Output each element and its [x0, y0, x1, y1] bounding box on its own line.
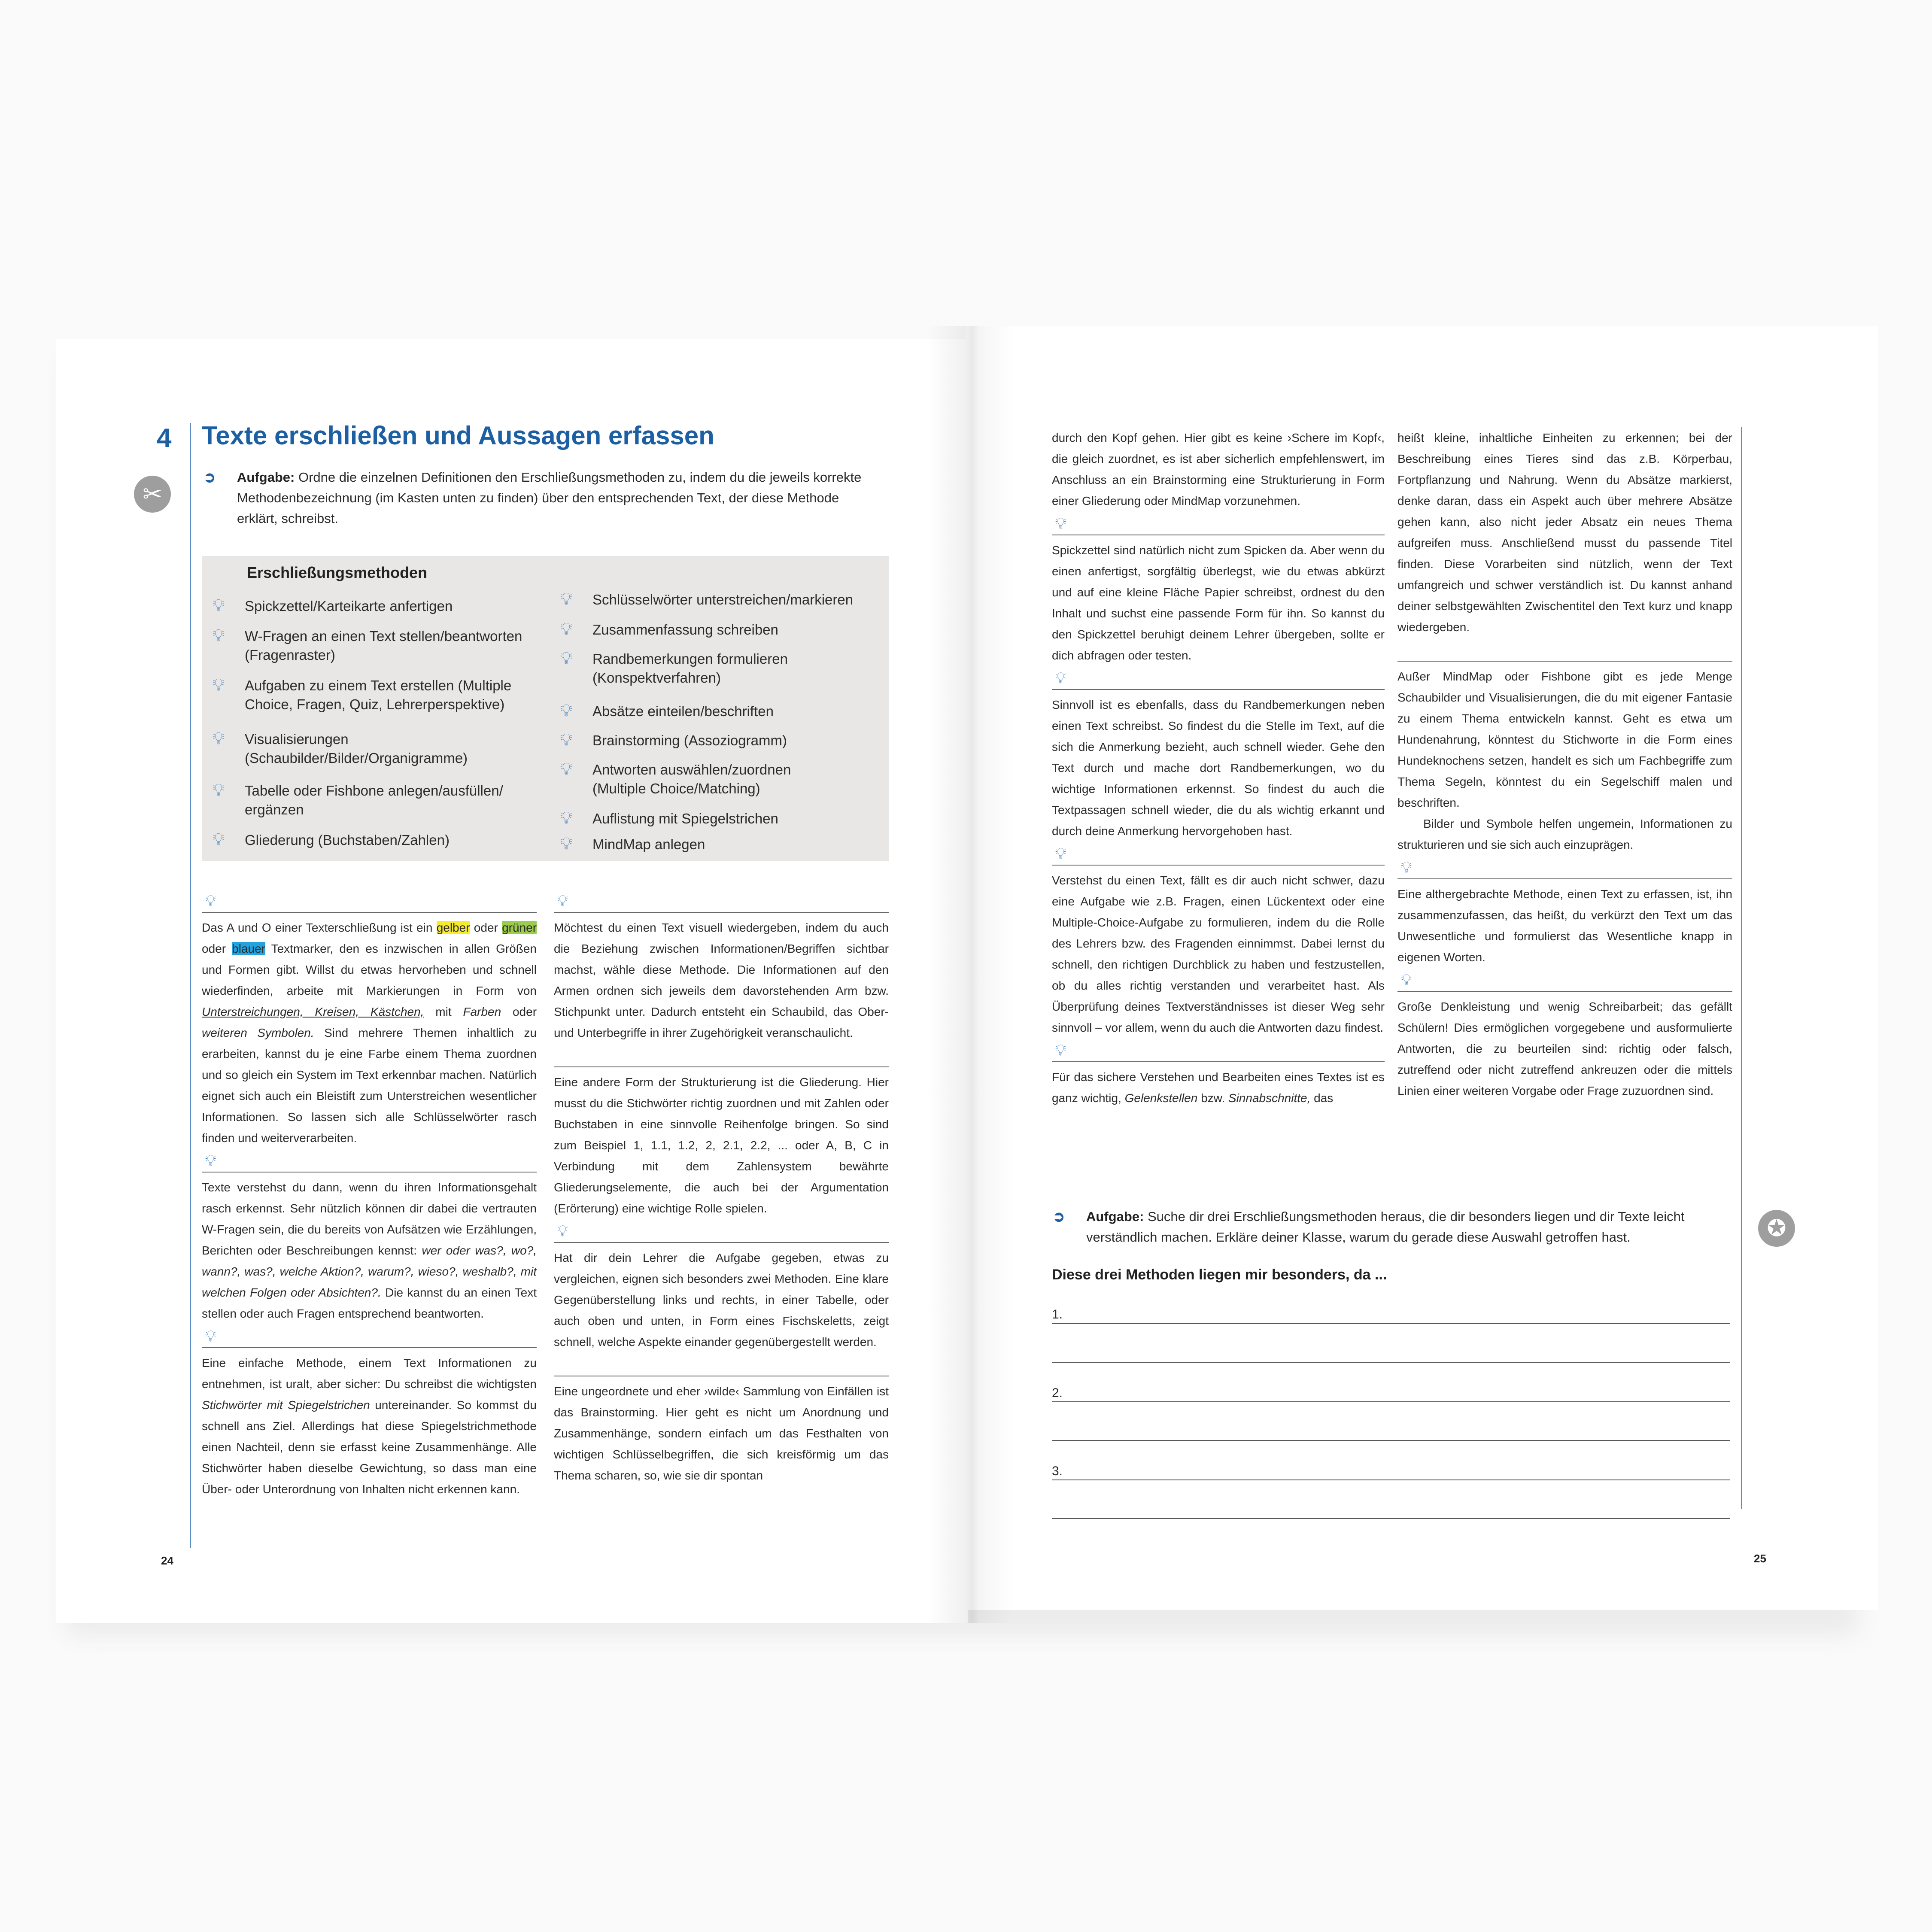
paragraph: durch den Kopf gehen. Hier gibt es keine ›Schere im Kopf‹, die gleich zuordnet, es ist aber sicherlich empfehlenswert, im Anschluss an ein Brainstorming eine Strukturierung in Form einer Gliederung oder MindMap vorzunehmen. — [1052, 431, 1385, 507]
separator — [1052, 841, 1385, 870]
separator — [1052, 666, 1385, 694]
lightbulb-icon: 💡︎ — [560, 649, 572, 668]
answer-line[interactable] — [1052, 1362, 1730, 1363]
method-item: Brainstorming (Assoziogramm) — [592, 732, 787, 748]
lightbulb-icon: 💡︎ — [557, 1222, 568, 1239]
lightbulb-icon: 💡︎ — [213, 830, 225, 849]
task-text-line: Ordne die einzelnen Definitionen den Erschließungsmethoden zu, indem du die jeweils korrekte — [298, 470, 862, 485]
lightbulb-icon: 💡︎ — [1055, 514, 1066, 532]
arrow-icon: ➲ — [204, 469, 216, 486]
paragraph: Möchtest du einen Text visuell wiedergeben, indem du auch die Beziehung zwischen Informationen/Begriffen sichtbar machst, wähle diese Methode. Die Informationen auf den Armen ordnen sich jeweils dem davorstehenden Arm bzw. Stichpunkt unter. Dadurch entsteht ein Schaubild, das Ober- und Unterbegriffe in ihrer Zugehörigkeit veranschaulicht. — [554, 921, 889, 1039]
methods-box — [202, 556, 889, 861]
method-item: Tabelle oder Fishbone anlegen/ausfüllen/ ergänzen — [245, 783, 503, 817]
highlight-blue: blauer — [232, 942, 265, 955]
paragraph: Eine ungeordnete und eher ›wilde‹ Sammlung von Einfällen ist das Brainstorming. Hier geht es nicht um Anordnung und Zusammenhänge, sondern einfach um das Festhalten von wichtigen Schlüsselbegriffen, die sich kreisförmig um das Thema scharen, so, wie sie dir spontan — [554, 1385, 889, 1482]
method-item: Absätze einteilen/beschriften — [592, 703, 774, 719]
lightbulb-icon: 💡︎ — [1055, 669, 1066, 687]
answer-line[interactable] — [1052, 1401, 1730, 1402]
text-column-2 — [554, 889, 889, 1486]
task-text-line: Suche dir drei Erschließungsmethoden heraus, die dir besonders liegen und dir Texte leicht — [1147, 1209, 1685, 1224]
lightbulb-icon: 💡︎ — [560, 808, 572, 827]
method-item: Randbemerkungen formulieren (Konspektverfahren) — [592, 651, 788, 686]
separator — [554, 1352, 889, 1381]
answer-label-1: 1. — [1052, 1307, 1063, 1321]
separator — [202, 889, 537, 917]
book-gutter — [927, 326, 1013, 1623]
separator — [1397, 855, 1732, 884]
separator — [554, 1219, 889, 1247]
separator — [554, 889, 889, 917]
lightbulb-icon: 💡︎ — [213, 596, 225, 615]
text-column-1 — [202, 889, 537, 1500]
lightbulb-icon: 💡︎ — [213, 729, 225, 748]
paragraph: Außer MindMap oder Fishbone gibt es jede Menge Schaubilder und Visualisierungen, die du mit eigener Fantasie zu einem Thema entwickeln kannst. Geht es etwa um Hundenahrung, könntest du Stichworte in die Form eines Hundeknochens setzen, handelt es sich um Fachbegriffe zum Thema Segeln, könntest du ein Segelschiff malen und beschriften. — [1397, 670, 1732, 809]
method-item: Schlüsselwörter unterstreichen/markieren — [592, 592, 854, 608]
paragraph: Verstehst du einen Text, fällt es dir auch nicht schwer, dazu eine Aufgabe wie z.B. Fragen, einen Lückentext oder eine Multiple-Choice-Aufgabe zu formulieren, indem du die Rolle des Lehrers bzw. des Fragenden einnimmst. Dabei lernst du schnell, den richtigen Durchblick zu haben und festzustellen, ob du alles richtig verstanden und verarbeitet hast. Als Überprüfung deines Textverständnisses ist dieser Weg sehr sinnvoll – vor allem, wenn du auch die Antworten dazu findest. — [1052, 874, 1385, 1034]
lightbulb-icon: 💡︎ — [557, 892, 568, 909]
task-label: Aufgabe: — [1086, 1209, 1144, 1224]
lightbulb-icon: 💡︎ — [560, 620, 572, 638]
method-item: Aufgaben zu einem Text erstellen (Multiple Choice, Fragen, Quiz, Lehrerperspektive) — [245, 677, 512, 712]
separator — [1397, 968, 1732, 996]
arrow-icon: ➲ — [1053, 1209, 1065, 1225]
method-item: Auflistung mit Spiegelstrichen — [592, 811, 778, 826]
tools-icon: ✂ — [134, 476, 171, 513]
lightbulb-icon: 💡︎ — [213, 626, 225, 645]
task-text-line: erklärt, schreibst. — [237, 511, 339, 526]
paragraph: Eine andere Form der Strukturierung ist die Gliederung. Hier musst du die Stichwörter richtig zuordnen und mit Zahlen oder Buchstaben in eine sinnvolle Reihenfolge bringen. So sind zum Beispiel 1, 1.1, 1.2, 2, 2.1, 2.2, ... oder A, B, C in Verbindung mit dem Zahlensystem bewährte Gliederungselemente, die auch bei der Argumentation (Erörterung) eine wichtige Rolle spielen. — [554, 1075, 889, 1215]
answer-line[interactable] — [1052, 1440, 1730, 1441]
lightbulb-icon: 💡︎ — [560, 730, 572, 749]
method-item: Spickzettel/Karteikarte anfertigen — [245, 598, 453, 614]
text-column-4 — [1397, 427, 1732, 1101]
separator — [1052, 1038, 1385, 1066]
answer-line[interactable] — [1052, 1479, 1730, 1480]
method-item: Gliederung (Buchstaben/Zahlen) — [245, 832, 450, 848]
method-item: Antworten auswählen/zuordnen (Multiple Choice/Matching) — [592, 762, 791, 796]
lightbulb-icon: 💡︎ — [213, 781, 225, 799]
lightbulb-icon: 💡︎ — [205, 1327, 216, 1345]
separator — [202, 1148, 537, 1177]
method-item: Visualisierungen (Schaubilder/Bilder/Organigramme) — [245, 731, 468, 766]
highlight-green: grüner — [502, 921, 537, 934]
answer-line[interactable] — [1052, 1518, 1730, 1519]
answer-heading: Diese drei Methoden liegen mir besonders, da ... — [1052, 1267, 1387, 1283]
paragraph: Das A und O einer Texterschließung ist ein gelber oder grüner oder blauer Textmarker, den es inzwischen in allen Größen und Formen gibt. Willst du etwas hervorheben und schnell wiederfinden, arbeite mit Markierungen in Form von Unterstreichungen, Kreisen, Kästchen, mit Farben oder weiteren Symbolen. Sind mehrere Themen inhaltlich zu erarbeiten, kannst du je eine Farbe einem Thema zuordnen und so gleich ein System im Text erkennbar machen. Natürlich eignet sich auch ein Bleistift zum Unterstreichen wesentlicher Informationen. So lassen sich alle Schlüsselwörter rasch finden und weiterverarbeiten. — [202, 921, 537, 1145]
paragraph: Sinnvoll ist es ebenfalls, dass du Randbemerkungen neben einen Text schreibst. So findest du die Stelle im Text, auf die sich die Anmerkung bezieht, auch schnell wieder. Gehe den Text durch und mache dort Randbemerkungen, wo du wichtige Informationen erkennst. So findest du auch die Textpassagen schnell wieder, die du als wichtig erkannt und durch deine Anmerkung hervorgehoben hast. — [1052, 698, 1385, 838]
paragraph: Eine althergebrachte Methode, einen Text zu erfassen, ist, ihn zusammenzufassen, das heißt, du verkürzt den Text um das Unwesentliche und formulierst das Wesentliche knapp in eigenen Worten. — [1397, 887, 1732, 964]
methods-box-title: Erschließungsmethoden — [247, 564, 428, 581]
paragraph: Texte verstehst du dann, wenn du ihren Informationsgehalt rasch erkennst. Sehr nützlich können dir dabei die vertrauten W-Fragen sein, die du bereits von Aufsätzen wie Erzählungen, Berichten oder Beschreibungen kennst: wer oder was?, wo?, wann?, was?, welche Aktion?, warum?, wieso?, weshalb?, mit welchen Folgen oder Absichten?. Die kannst du an einen Text stellen oder auch Fragen entsprechend beantworten. — [202, 1181, 537, 1320]
method-item: MindMap anlegen — [592, 836, 705, 852]
task-2 — [1053, 1206, 1739, 1248]
chapter-title: Texte erschließen und Aussagen erfassen — [202, 421, 714, 450]
paragraph: heißt kleine, inhaltliche Einheiten zu erkennen; bei der Beschreibung eines Tieres sind das z.B. Körperbau, Fortpflanzung und Nahrung. Wenn du Absätze markierst, denke daran, dass ein Aspekt auch über mehrere Absätze gehen kann, also nicht jeder Absatz ein neues Thema aufgreifen muss. Anschließend musst du passende Titel finden. Diese Vorarbeiten sind nützlich, wenn der Text umfangreich und schwer verständlich ist. Du kannst anhand deiner selbstgewählten Zwischentitel den Text kurz und knapp wiedergeben. — [1397, 431, 1732, 634]
lightbulb-icon: 💡︎ — [205, 892, 216, 909]
separator — [1397, 638, 1732, 666]
method-item: W-Fragen an einen Text stellen/beantworten (Fragenraster) — [245, 628, 522, 663]
text-column-3 — [1052, 427, 1385, 1109]
paragraph: Eine einfache Methode, einem Text Informationen zu entnehmen, ist uralt, aber sicher: Du schreibst die wichtigsten Stichwörter mit Spiegelstrichen untereinander. So kommst du schnell ans Ziel. Allerdings hat diese Spiegelstrichmethode einen Nachteil, denn sie erfasst keine Zusammenhänge. Alle Stichwörter haben dieselbe Gewichtung, so dass man eine Über- oder Unterordnung von Inhalten nicht erkennen kann. — [202, 1356, 537, 1496]
lightbulb-icon: 💡︎ — [1401, 971, 1412, 988]
task-1 — [204, 467, 894, 529]
paragraph: Bilder und Symbole helfen ungemein, Informationen zu strukturieren und sie sich auch einzuprägen. — [1397, 817, 1732, 851]
paragraph: Große Denkleistung und wenig Schreibarbeit; das gefällt Schülern! Dies ermöglichen vorgegebene und ausformulierte Antworten, die zu beurteilen sind: richtig oder falsch, zutreffend oder nicht zutreffend ankreuzen oder die mittels Linien einer weiteren Vorgabe oder Frage zuzuordnen sind. — [1397, 1000, 1732, 1097]
highlight-yellow: gelber — [436, 921, 470, 934]
answer-label-3: 3. — [1052, 1464, 1063, 1478]
answer-label-2: 2. — [1052, 1386, 1063, 1400]
lightbulb-icon: 💡︎ — [560, 834, 572, 853]
page-number-left: 24 — [161, 1554, 173, 1567]
lightbulb-icon: 💡︎ — [213, 675, 225, 694]
lightbulb-icon: 💡︎ — [1055, 1041, 1066, 1059]
page-number-right: 25 — [1754, 1552, 1766, 1565]
star-icon: ✪ — [1758, 1210, 1795, 1247]
separator — [202, 1324, 537, 1352]
paragraph: Hat dir dein Lehrer die Aufgabe gegeben, etwas zu vergleichen, eignen sich besonders zwei Methoden. Eine klare Gegenüberstellung links und rechts, in einer Tabelle, oder auch oben und unten, in Form eines Fischskeletts, zeigt schnell, welche Aspekte einander gegenübergestellt werden. — [554, 1251, 889, 1349]
method-item: Zusammenfassung schreiben — [592, 622, 778, 638]
separator — [554, 1043, 889, 1072]
lightbulb-icon: 💡︎ — [1401, 858, 1412, 876]
lightbulb-icon: 💡︎ — [560, 701, 572, 720]
task-text-line: verständlich machen. Erkläre deiner Klasse, warum du gerade diese Auswahl getroffen hast. — [1086, 1230, 1631, 1245]
lightbulb-icon: 💡︎ — [205, 1151, 216, 1169]
task-label: Aufgabe: — [237, 470, 295, 485]
answer-line[interactable] — [1052, 1323, 1730, 1324]
left-margin-line — [190, 423, 191, 1548]
task-text-line: Methodenbezeichnung (im Kasten unten zu finden) über den entsprechenden Text, der diese Methode — [237, 490, 839, 505]
lightbulb-icon: 💡︎ — [560, 589, 572, 608]
right-margin-line — [1741, 427, 1742, 1509]
paragraph: Spickzettel sind natürlich nicht zum Spicken da. Aber wenn du einen anfertigst, sorgfältig überlegst, wie du etwas abkürzt und auf eine kleine Fläche Papier schreibst, ordnest du den Inhalt und suchst eine passende Form für ihn. So kannst du den Spickzettel beruhigt deinem Lehrer übergeben, sollte er dich abfragen oder testen. — [1052, 544, 1385, 662]
lightbulb-icon: 💡︎ — [1055, 844, 1066, 862]
separator — [1052, 511, 1385, 540]
lightbulb-icon: 💡︎ — [560, 759, 572, 778]
paragraph: Für das sichere Verstehen und Bearbeiten eines Textes ist es ganz wichtig, Gelenkstellen bzw. Sinnabschnitte, das — [1052, 1070, 1385, 1105]
chapter-number: 4 — [157, 423, 172, 453]
